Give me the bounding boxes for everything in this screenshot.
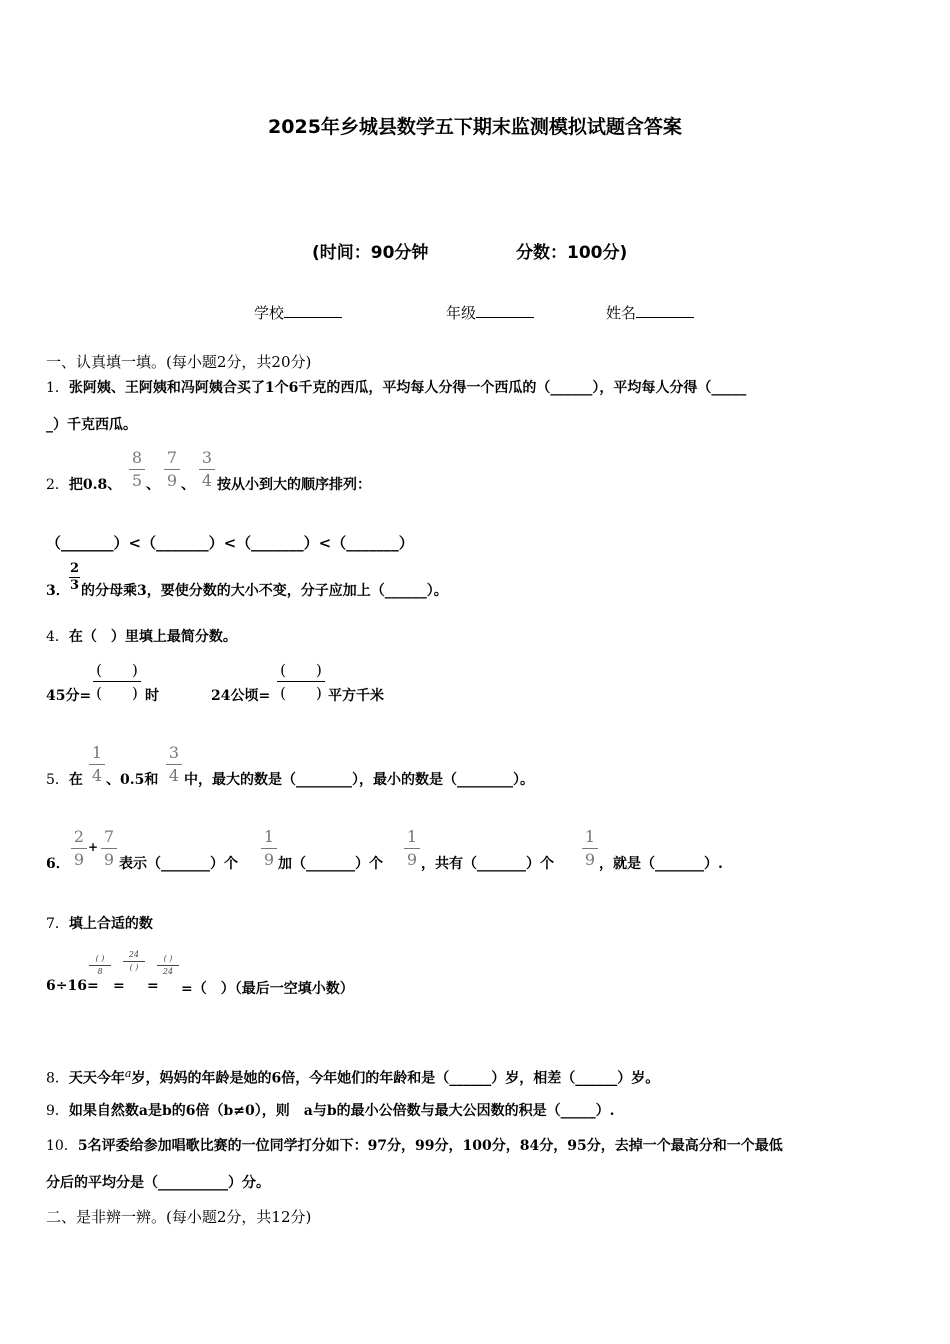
section-1-heading: 一、认真填一填。(每小题2分，共20分) [46,353,312,371]
school-field [254,302,342,323]
question-2-order-row: （_______）<（_______）<（_______）<（_______） [46,534,414,552]
question-4-b-lead: 24公顷= [211,688,271,704]
fraction-24-over-blank[interactable]: 24 ( ) [123,950,145,973]
fraction-2-9: 2 9 [71,827,87,870]
question-3-number: 3． [46,583,70,599]
name-field [606,302,694,323]
question-5-text: 中，最大的数是（________），最小的数是（________）。 [184,772,534,788]
question-6-part-1: 表示（_______）个 [119,856,238,872]
question-10-line-1: 10．5名评委给参加唱歌比赛的一位同学打分如下：97分，99分，100分，84分，95分，去掉一个最高分和一个最低 [46,1138,783,1154]
fraction-2-3: 2 3 [69,561,80,593]
question-2-sep-2: 、 [181,477,195,493]
fraction-blank-hours[interactable]: ( ) ( ) [93,660,141,703]
fraction-blank-km2[interactable]: ( ) ( ) [277,660,325,703]
question-2-lead: 2．把0.8、 [46,477,122,493]
question-6-number: 6． [46,856,70,872]
name-label: 姓名 [606,304,637,322]
question-7-lead: 6÷16= [46,978,99,994]
fraction-3-4-b: 3 4 [166,743,182,786]
question-5-lead: 5．在 [46,772,83,788]
page-title: 2025年乡城县数学五下期末监测模拟试题含答案 [268,116,682,138]
fraction-1-4: 1 4 [89,743,105,786]
question-8-text: 8．天天今年$^a$岁，妈妈的年龄是她的6倍，今年她们的年龄和是（______）岁，相差（______）岁。 [46,1067,660,1087]
school-label: 学校 [254,304,285,322]
question-1-line-1: 1．张阿姨、王阿姨和冯阿姨合买了1个6千克的西瓜，平均每人分得一个西瓜的（______），平均每人分得（_____ [46,380,747,396]
fraction-1-9-a: 1 9 [261,827,277,870]
equals-1: = [113,978,125,994]
school-blank[interactable] [284,305,342,318]
question-1-line-2: _）千克西瓜。 [46,417,137,433]
question-2-tail: 按从小到大的顺序排列： [217,477,371,493]
question-3-text: 的分母乘3，要使分数的大小不变，分子应加上（______）。 [81,583,448,599]
question-4-a-unit: 时 [145,688,159,704]
question-6-part-3: ，共有（_______）个 [421,856,554,872]
equals-2: = [147,978,159,994]
section-2-heading: 二、是非辨一辨。(每小题2分，共12分) [46,1208,312,1226]
question-6-part-4: ，就是（_______）. [599,856,723,872]
question-2-sep-1: 、 [146,477,160,493]
fraction-blank-over-24[interactable]: ( ) 24 [157,954,179,977]
question-6-part-2: 加（_______）个 [278,856,383,872]
question-9-text: 9．如果自然数a是b的6倍（b≠0），则 a与b的最小公倍数与最大公因数的积是（_____）. [46,1103,615,1119]
fraction-7-9-b: 7 9 [101,827,117,870]
grade-label: 年级 [446,304,477,322]
name-blank[interactable] [636,305,694,318]
question-5-mid: 、0.5和 [106,772,159,788]
fraction-7-9: 7 9 [164,448,180,491]
grade-field [446,302,534,323]
fraction-1-9-b: 1 9 [404,827,420,870]
question-4-text: 4．在（ ）里填上最简分数。 [46,629,237,645]
plus-sign: + [88,840,99,854]
exam-score: 分数：100分) [516,243,628,263]
fraction-1-9-c: 1 9 [582,827,598,870]
fraction-blank-over-8[interactable]: ( ) 8 [89,954,111,977]
question-10-line-2: 分后的平均分是（__________）分。 [46,1175,270,1191]
question-4-b-unit: 平方千米 [328,688,384,704]
question-4-a-lead: 45分= [46,688,92,704]
exam-time: (时间：90分钟 [312,243,429,263]
question-7-tail: =（ ）（最后一空填小数） [181,981,354,997]
fraction-3-4: 3 4 [199,448,215,491]
fraction-8-5: 8 5 [129,448,145,491]
grade-blank[interactable] [476,305,534,318]
question-7-text: 7．填上合适的数 [46,916,153,932]
